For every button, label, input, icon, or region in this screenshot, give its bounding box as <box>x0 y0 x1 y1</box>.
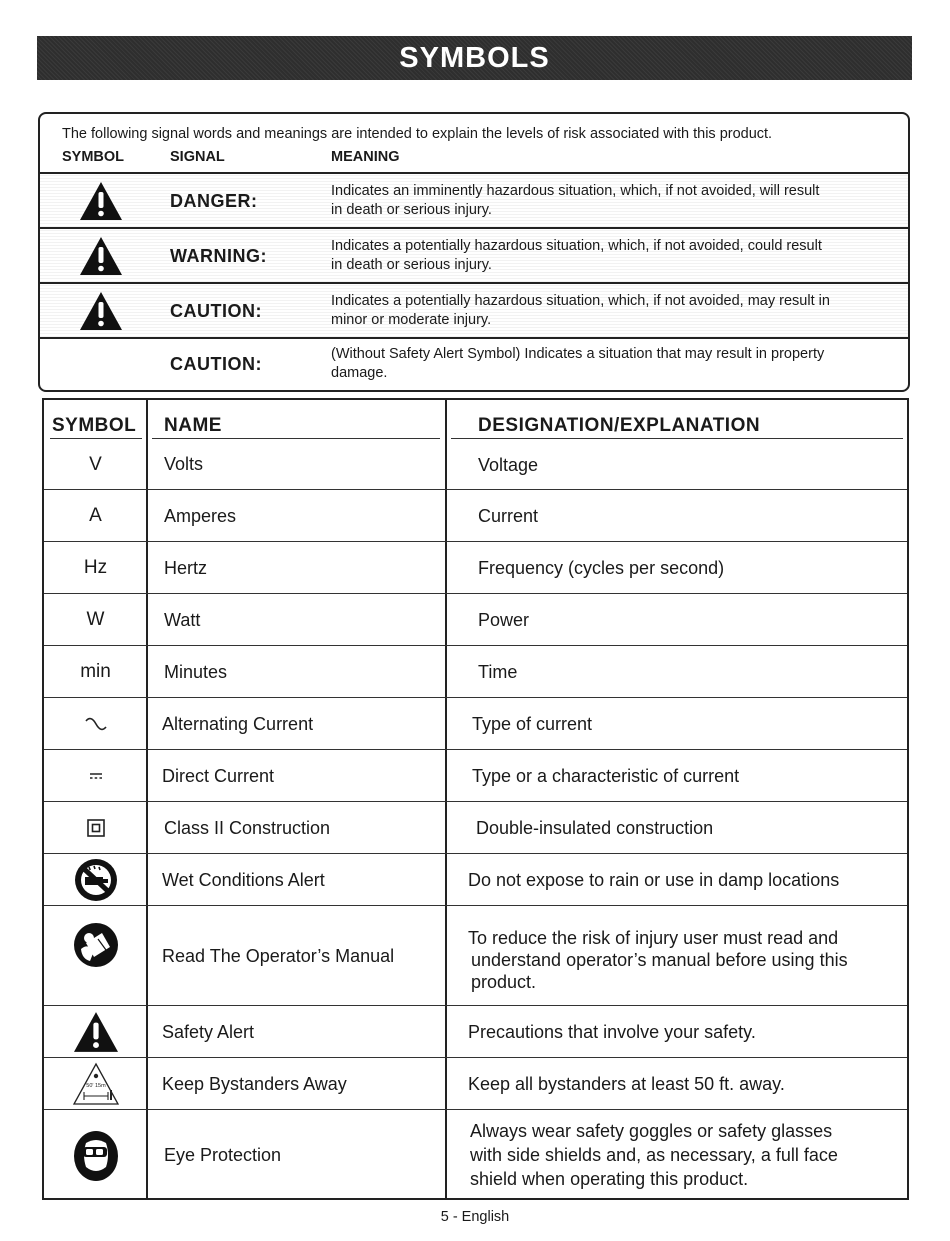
double-insulated-icon <box>87 819 105 837</box>
name-direct-current: Direct Current <box>162 765 275 786</box>
meaning-line: minor or moderate injury. <box>331 312 492 328</box>
symbol-watt: W <box>86 609 105 630</box>
safety-alert-triangle-icon <box>44 1007 147 1057</box>
signal-label-warning: WARNING: <box>170 246 267 266</box>
keep-bystanders-away-icon <box>44 1059 147 1109</box>
wet-conditions-icon <box>73 857 119 903</box>
row-divider <box>44 1109 907 1110</box>
designation-volts: Voltage <box>478 454 539 475</box>
header-underline <box>451 438 903 439</box>
designation-hertz: Frequency (cycles per second) <box>478 558 725 578</box>
designation-minutes: Time <box>478 662 518 682</box>
page-title-bar <box>37 36 912 80</box>
signal-words-box <box>38 112 910 392</box>
safety-alert-triangle-icon <box>71 1010 121 1054</box>
header-underline <box>152 438 440 439</box>
page-footer: 5 - English <box>440 1209 510 1225</box>
designation-keep-bystanders-away: Keep all bystanders at least 50 ft. away. <box>468 1074 785 1094</box>
designation-safety-alert: Precautions that involve your safety. <box>468 1022 756 1042</box>
symbol-amperes: A <box>89 505 102 526</box>
double-insulated-icon <box>44 803 147 853</box>
bystander-distance-text: 50' 15m <box>85 1083 106 1089</box>
meaning-line: in death or serious injury. <box>331 202 492 218</box>
row-divider <box>44 853 907 854</box>
designation-watt: Power <box>478 610 530 630</box>
meaning-line: Indicates a potentially hazardous situation, which, if not avoided, may result in <box>331 293 830 309</box>
row-divider <box>44 905 907 906</box>
signal-header-signal: SIGNAL <box>170 149 225 165</box>
page-title: SYMBOLS <box>399 41 550 74</box>
designation-eye-protection <box>470 1111 905 1200</box>
designation-line: product. <box>471 972 537 992</box>
designation-direct-current: Type or a characteristic of current <box>472 766 740 786</box>
name-safety-alert: Safety Alert <box>162 1021 255 1042</box>
wet-conditions-icon <box>44 855 147 905</box>
signal-header-meaning: MEANING <box>331 149 400 165</box>
table-header-symbol: SYMBOL <box>52 415 137 436</box>
signal-meaning-caution <box>331 292 901 330</box>
signal-meaning-danger <box>331 182 901 220</box>
eye-protection-icon <box>72 1129 120 1183</box>
row-divider <box>44 1057 907 1058</box>
row-divider <box>44 1005 907 1006</box>
direct-current-icon <box>89 772 103 780</box>
row-divider <box>44 697 907 698</box>
name-class-ii: Class II Construction <box>164 817 331 838</box>
designation-alternating-current: Type of current <box>472 714 593 734</box>
name-eye-protection: Eye Protection <box>164 1145 282 1165</box>
safety-alert-triangle-icon <box>78 290 124 332</box>
signal-row-warning <box>40 227 908 282</box>
symbol-hertz: Hz <box>83 557 108 578</box>
meaning-line: Indicates an imminently hazardous situation, which, if not avoided, will result <box>331 183 820 199</box>
alternating-current-icon <box>44 699 147 749</box>
name-volts: Volts <box>164 454 204 474</box>
name-read-manual: Read The Operator’s Manual <box>162 945 395 966</box>
alternating-current-icon <box>84 717 108 731</box>
table-header-name: NAME <box>164 415 222 436</box>
designation-amperes: Current <box>478 506 539 526</box>
name-amperes: Amperes <box>164 505 237 526</box>
row-divider <box>44 749 907 750</box>
row-divider <box>44 801 907 802</box>
name-alternating-current: Alternating Current <box>162 713 314 734</box>
name-minutes: Minutes <box>164 661 228 682</box>
signal-meaning-caution-property <box>331 345 901 383</box>
name-keep-bystanders-away: Keep Bystanders Away <box>162 1073 347 1094</box>
designation-line: understand operator’s manual before using this <box>471 950 848 970</box>
table-header-designation: DESIGNATION/EXPLANATION <box>478 415 761 436</box>
designation-line: Always wear safety goggles or safety glasses <box>470 1121 833 1141</box>
signal-meaning-warning <box>331 237 901 275</box>
signal-row-danger <box>40 172 908 227</box>
eye-protection-icon <box>44 1111 147 1200</box>
row-divider <box>44 645 907 646</box>
symbols-table <box>42 398 909 1200</box>
keep-bystanders-away-icon <box>72 1062 120 1106</box>
row-divider <box>44 541 907 542</box>
meaning-line: Indicates a potentially hazardous situation, which, if not avoided, could result <box>331 238 822 254</box>
meaning-line: damage. <box>331 365 388 381</box>
signal-label-caution: CAUTION: <box>170 301 262 321</box>
signal-header-symbol: SYMBOL <box>62 149 125 165</box>
signal-intro-text: The following signal words and meanings are intended to explain the levels of risk associated with this product. <box>62 126 773 142</box>
signal-row-caution-property <box>40 337 908 390</box>
name-hertz: Hertz <box>164 557 208 578</box>
designation-line: shield when operating this product. <box>470 1169 749 1189</box>
designation-wet-conditions: Do not expose to rain or use in damp locations <box>468 870 840 890</box>
designation-class-ii: Double-insulated construction <box>476 818 714 838</box>
signal-row-caution <box>40 282 908 337</box>
name-watt: Watt <box>164 609 201 630</box>
signal-label-danger: DANGER: <box>170 191 258 211</box>
designation-line: To reduce the risk of injury user must read and <box>468 928 839 948</box>
designation-line: with side shields and, as necessary, a full face <box>470 1145 838 1165</box>
signal-label-caution-property: CAUTION: <box>170 354 262 374</box>
row-divider <box>44 489 907 490</box>
name-wet-conditions: Wet Conditions Alert <box>162 869 325 890</box>
designation-read-manual <box>468 907 903 1005</box>
symbol-minutes: min <box>80 661 111 682</box>
safety-alert-triangle-icon <box>78 180 124 222</box>
read-manual-icon <box>44 907 147 1005</box>
safety-alert-triangle-icon <box>78 235 124 277</box>
meaning-line: (Without Safety Alert Symbol) Indicates a situation that may result in property <box>331 346 825 362</box>
direct-current-icon <box>44 751 147 801</box>
row-divider <box>44 593 907 594</box>
read-manual-icon <box>72 921 120 969</box>
header-underline <box>50 438 142 439</box>
symbol-volts: V <box>89 453 102 475</box>
meaning-line: in death or serious injury. <box>331 257 492 273</box>
